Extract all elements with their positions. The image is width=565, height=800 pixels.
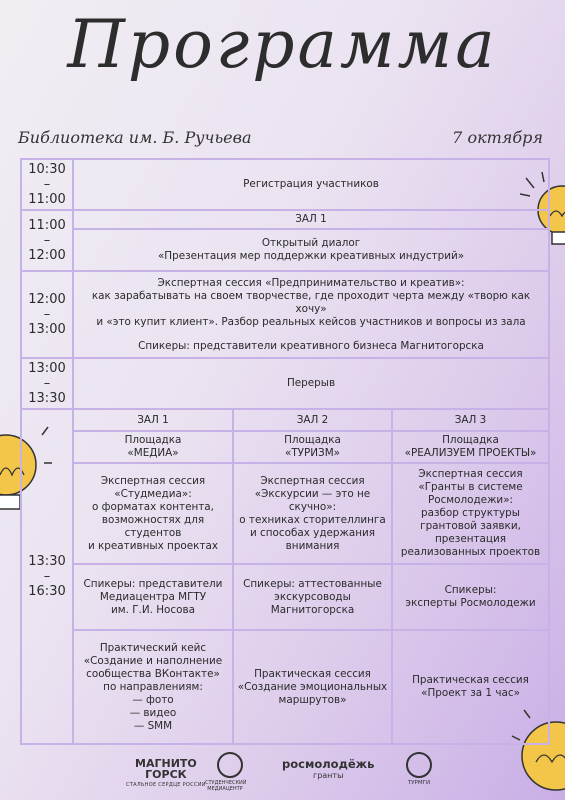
platform-name: «МЕДИА» [127, 447, 179, 459]
session-line: возможностях для студентов [101, 513, 205, 539]
logo-subtext: гранты [313, 771, 344, 780]
venue: Библиотека им. Б. Ручьева [18, 128, 252, 147]
dialog-cell [73, 229, 549, 271]
hall-label: ЗАЛ 1 [73, 409, 233, 431]
session-line: как зарабатывать на своем творчестве, где проходит черта между «творю как хочу» [91, 289, 531, 315]
platform-label: Площадка [442, 434, 499, 446]
session-line: Экспертная сессия [260, 474, 365, 487]
media-center-emblem-icon [217, 752, 243, 778]
event-date: 7 октября [452, 128, 543, 147]
table-row [21, 210, 549, 229]
speakers-cell [233, 564, 392, 630]
speakers-cell [392, 564, 549, 630]
session-speakers: Спикеры: представители креативного бизнеса Магнитогорска [138, 339, 484, 352]
session-line: Экспертная сессия «Предпринимательство и креатив»: [157, 276, 465, 289]
platform-name: «РЕАЛИЗУЕМ ПРОЕКТЫ» [404, 447, 537, 459]
session-line: реализованных проектов [400, 546, 541, 558]
hall-label: ЗАЛ 1 [73, 210, 549, 229]
session-line: Экспертная сессия [100, 474, 206, 487]
logo-tagline: СТАЛЬНОЕ СЕРДЦЕ РОССИИ [126, 782, 206, 788]
session-cell [233, 463, 392, 564]
practice-cell [392, 630, 549, 744]
logo-text: ГОРСК [145, 768, 187, 781]
table-row [21, 630, 549, 744]
session-line: «Студмедиа»: [114, 487, 192, 500]
platform-label: Площадка [124, 434, 182, 446]
session-cell [73, 463, 233, 564]
magnitogorsk-logo [126, 758, 206, 791]
table-row [21, 564, 549, 630]
session-cell [392, 463, 549, 564]
time-cell: 13:30 – 16:30 [21, 409, 73, 744]
practice-line: — фото [132, 693, 174, 706]
session-line: разбор структуры [421, 507, 520, 519]
practice-line: «Проект за 1 час» [421, 687, 520, 699]
session-line: о техниках сторителлинга [239, 513, 386, 526]
rosmolodezh-logo [282, 758, 374, 782]
session-line: и креативных проектах [87, 539, 219, 552]
schedule-table [20, 158, 550, 745]
session-line: «Экскурсии — это не скучно»: [254, 487, 371, 513]
speakers-line: Медиацентра МГТУ [99, 590, 207, 603]
registration-cell: Регистрация участников [73, 159, 549, 210]
practice-cell [233, 630, 392, 744]
practice-line: — SMM [133, 719, 173, 732]
time-cell: 11:00 – 12:00 [21, 210, 73, 271]
table-row [21, 358, 549, 409]
practice-line: — видео [129, 706, 177, 719]
practice-line: «Создание эмоциональных [237, 680, 388, 693]
practice-line: Практический кейс [99, 641, 207, 654]
table-row [21, 159, 549, 210]
table-row [21, 463, 549, 564]
practice-line: Практическая сессия [254, 667, 371, 680]
platform-cell [392, 431, 549, 463]
practice-line: Практическая сессия [412, 674, 529, 686]
speakers-line: Спикеры: аттестованные [243, 577, 382, 590]
session-line: грантовой заявки, [420, 520, 521, 532]
partner-logos [0, 748, 565, 794]
break-cell: Перерыв [73, 358, 549, 409]
speakers-cell [73, 564, 233, 630]
page-title: Программа [67, 6, 498, 83]
expert-session-cell [73, 271, 549, 358]
table-row [21, 271, 549, 358]
time-cell: 13:00 – 13:30 [21, 358, 73, 409]
time-cell: 12:00 – 13:00 [21, 271, 73, 358]
session-line: и «это купит клиент». Разбор реальных кейсов участников и вопросы из зала [96, 315, 526, 328]
logo-text: МАГНИТО [135, 757, 197, 770]
practice-cell [73, 630, 233, 744]
session-line: о форматах контента, [92, 500, 214, 513]
table-row [21, 229, 549, 271]
platform-cell [233, 431, 392, 463]
practice-line: маршрутов» [278, 693, 347, 706]
session-line: Экспертная сессия [418, 468, 523, 480]
time-cell: 10:30 – 11:00 [21, 159, 73, 210]
speakers-line: им. Г.И. Носова [111, 603, 195, 616]
logo-text: росмолодёжь [282, 757, 375, 771]
session-line: презентация [435, 533, 507, 545]
speakers-line: экскурсоводы Магнитогорска [270, 590, 355, 616]
practice-line: «Создание и наполнение [83, 654, 223, 667]
speakers-line: Спикеры: [444, 584, 497, 596]
session-line: Росмолодежи»: [427, 494, 514, 506]
logo-text: ТУРМГИ [407, 780, 431, 786]
platform-cell [73, 431, 233, 463]
table-row [21, 409, 549, 431]
practice-line: по направлениям: [103, 680, 203, 693]
hall-label: ЗАЛ 3 [392, 409, 549, 431]
logo-text: СТУДЕНЧЕСКИЙ МЕДИАЦЕНТР [205, 780, 247, 792]
session-line: и способах удержания [249, 526, 376, 539]
session-title: Открытый диалог [261, 237, 361, 249]
practice-line: сообщества ВКонтакте» [86, 667, 220, 680]
platform-name: «ТУРИЗМ» [284, 447, 341, 459]
session-line: «Гранты в системе [418, 481, 523, 493]
session-topic: «Презентация мер поддержки креативных индустрий» [157, 250, 465, 262]
session-line: внимания [285, 539, 340, 552]
hall-label: ЗАЛ 2 [233, 409, 392, 431]
turmgi-logo [406, 752, 432, 786]
table-row [21, 431, 549, 463]
platform-label: Площадка [284, 434, 341, 446]
speakers-line: эксперты Росмолодежи [405, 597, 536, 609]
turmgi-emblem-icon [406, 752, 432, 778]
speakers-line: Спикеры: представители [83, 577, 223, 590]
media-center-logo [205, 752, 247, 792]
